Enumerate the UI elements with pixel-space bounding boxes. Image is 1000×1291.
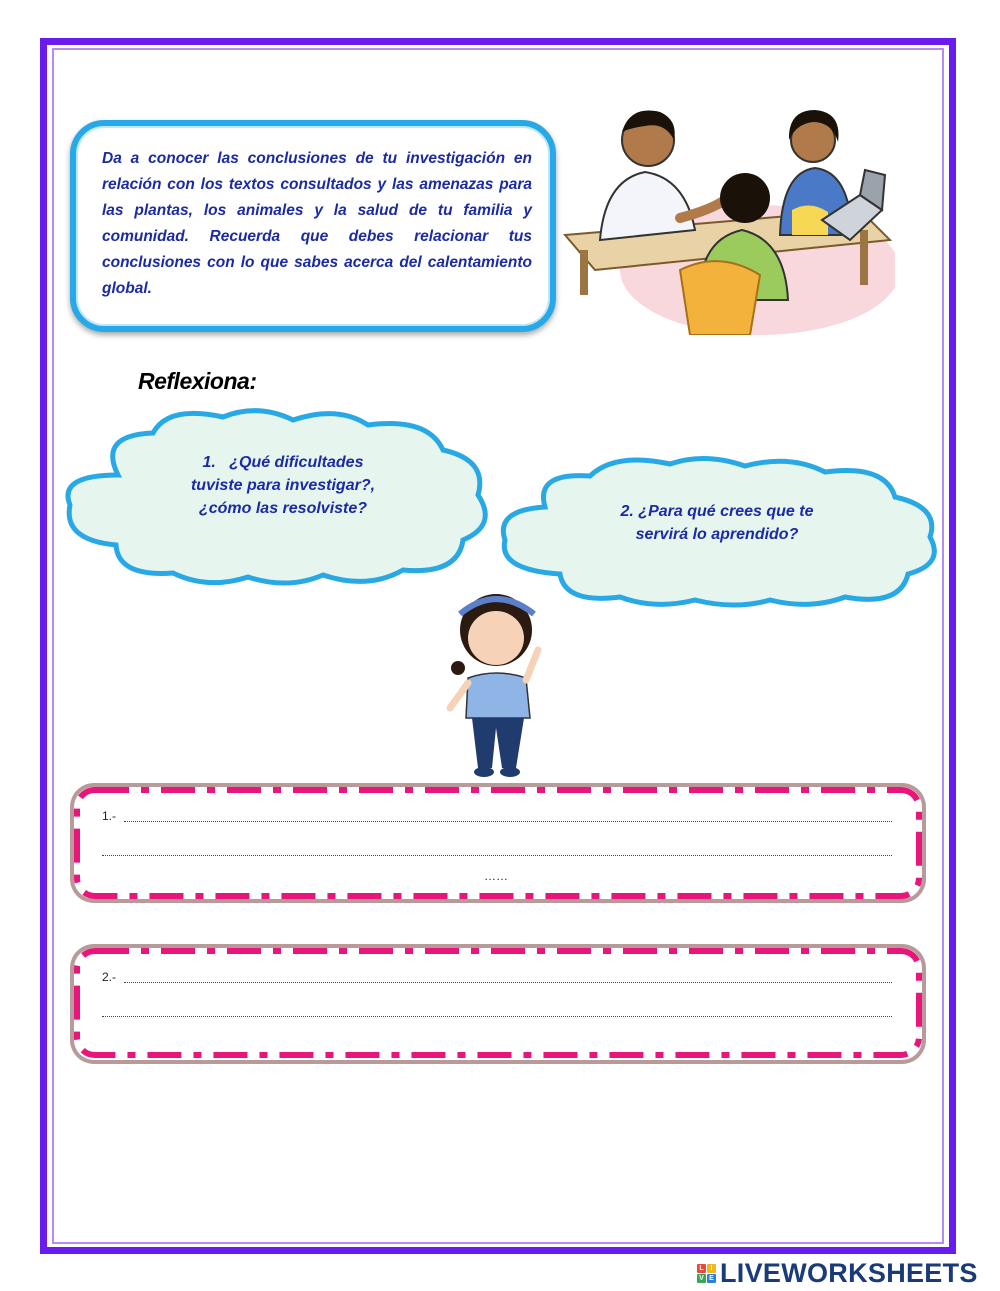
liveworksheets-wordmark: LIVEWORKSHEETS (720, 1257, 978, 1288)
question-2 (552, 500, 882, 546)
answer-2-line-1[interactable] (124, 982, 892, 983)
liveworksheets-logo[interactable] (697, 1258, 978, 1288)
instruction-box (70, 120, 556, 332)
answer-1-label: 1.- (102, 809, 117, 823)
answer-1-line-2[interactable] (102, 855, 892, 856)
question-1-line-2: tuviste para investigar?, (190, 477, 376, 494)
girl-thinking-illustration (438, 588, 556, 780)
family-studying-illustration (560, 100, 895, 335)
question-1 (118, 451, 448, 520)
question-1-line-1: ¿Qué dificultades (229, 454, 364, 471)
answer-box-2 (74, 948, 922, 1060)
reflexiona-heading: Reflexiona: (138, 368, 257, 394)
answer-box-2-border (74, 948, 922, 1058)
logo-letter-v: V (697, 1274, 706, 1283)
answer-2-line-2[interactable] (102, 1016, 892, 1017)
logo-letter-e: E (707, 1274, 716, 1283)
liveworksheets-icon (697, 1264, 716, 1283)
question-2-line-2: servirá lo aprendido? (635, 526, 799, 543)
answer-1-trailing: …… (484, 869, 508, 883)
answer-2-label: 2.- (102, 970, 117, 984)
instruction-text: Da a conocer las conclusiones de tu investigación en relación con los textos consultados y las amenazas para las plantas, los animales y la salud de tu familia y comunidad. Recuerda que debes relacionar tus conclusiones con lo que sabes acerca del calentamiento global. (102, 150, 532, 297)
question-2-line-1: 2. ¿Para qué crees que te (620, 503, 814, 520)
answer-box-1 (74, 787, 922, 899)
logo-letter-l: L (697, 1264, 706, 1273)
answer-1-line-1[interactable] (124, 821, 892, 822)
question-1-number: 1. (202, 454, 216, 471)
logo-letter-i: I (707, 1264, 716, 1273)
question-1-line-3: ¿cómo las resolviste? (198, 500, 368, 517)
